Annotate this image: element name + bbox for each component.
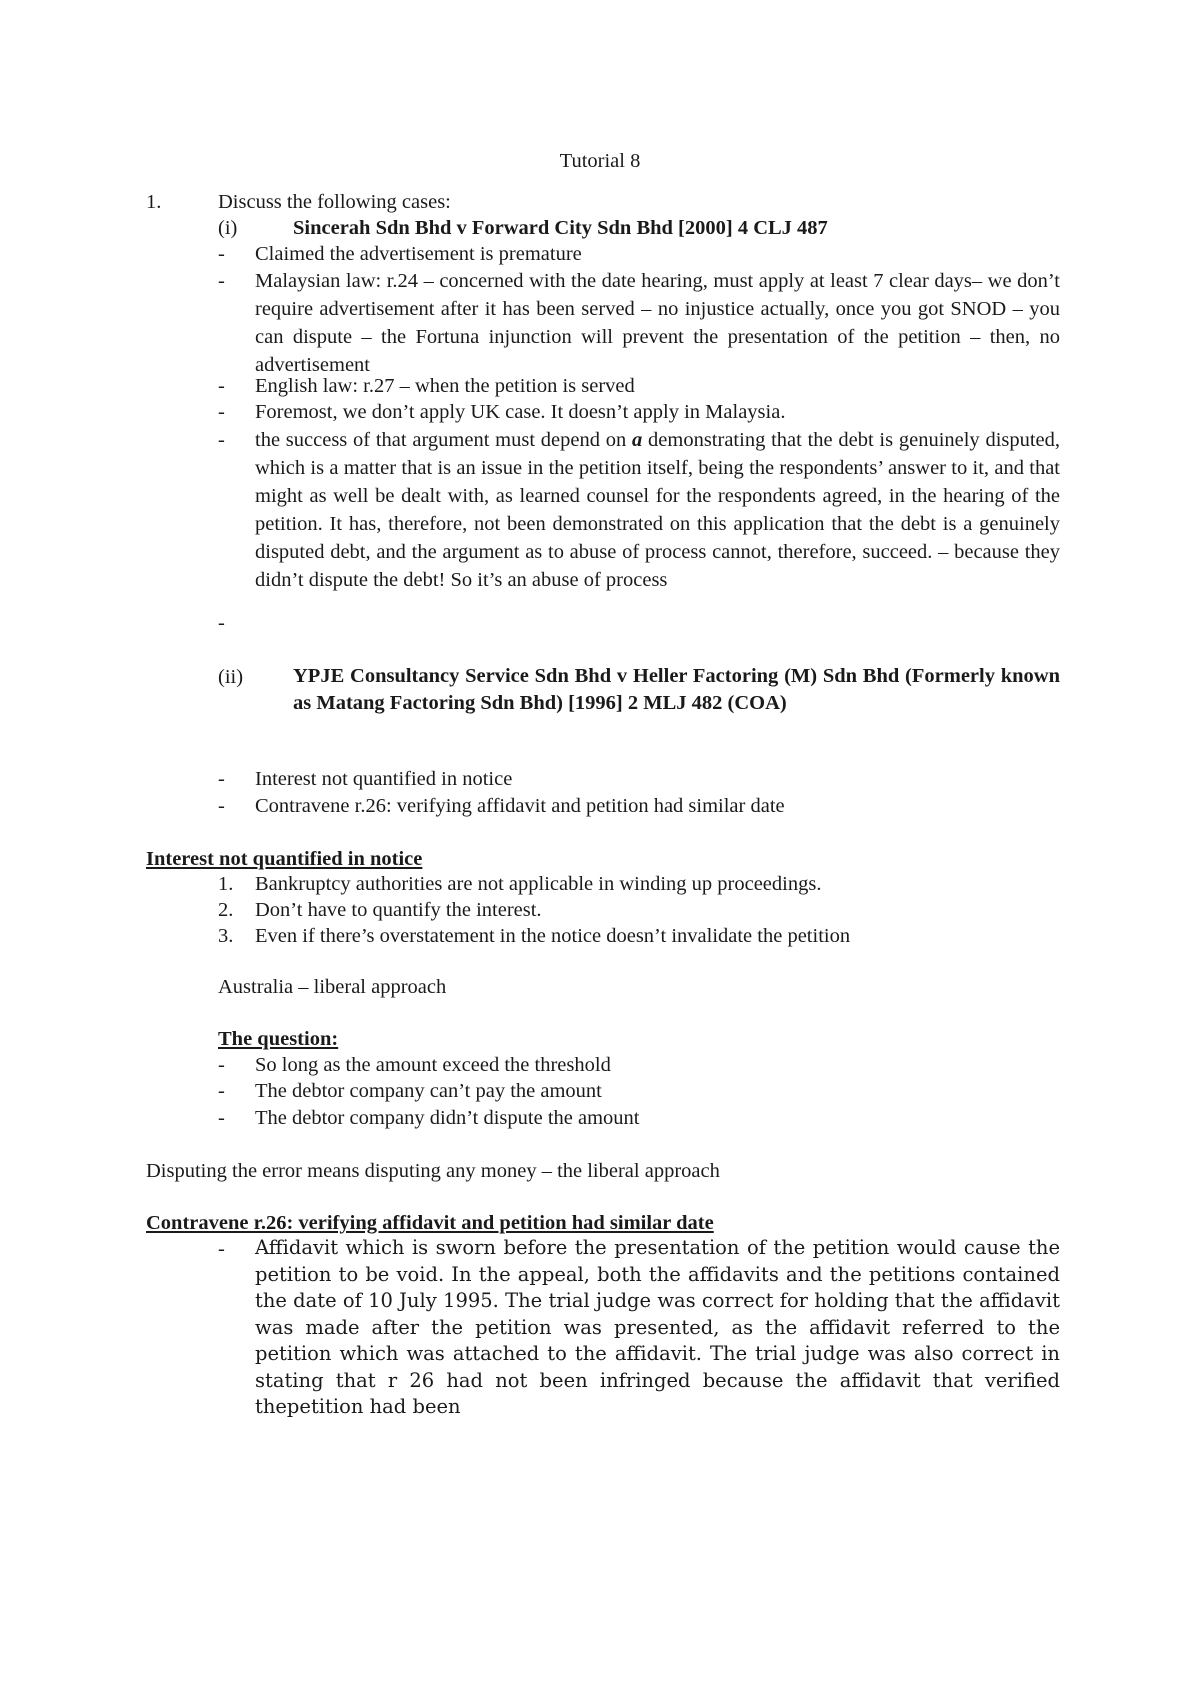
bullet-dash: - — [218, 1080, 225, 1102]
question-bullet-3: The debtor company didn’t dispute the amount — [255, 1107, 640, 1129]
case-ii-bullet-2: Contravene r.26: verifying affidavit and petition had similar date — [255, 795, 785, 817]
interest-item-1: Bankruptcy authorities are not applicable in winding up proceedings. — [255, 873, 822, 895]
question-number: 1. — [146, 191, 162, 213]
bullet-dash: - — [218, 768, 225, 790]
case-i-bullet-2: Malaysian law: r.24 – concerned with the date hearing, must apply at least 7 clear days– we don’t require advertisement after it has been served – no injustice actually, once you got SNOD – you can dispute – the Fortuna injunction will prevent the presentation of the petition – then, no advertisement — [255, 270, 1060, 376]
list-number: 3. — [218, 925, 234, 947]
case-i-bullet-1: Claimed the advertisement is premature — [255, 243, 582, 265]
bullet-dash: - — [218, 1238, 225, 1260]
conclusion-line: Disputing the error means disputing any money – the liberal approach — [146, 1160, 720, 1182]
contravene-bullet: Affidavit which is sworn before the presentation of the petition would cause the petition to be void. In the appeal, both the affidavits and the petitions contained the date of 10 July 1995. The trial judge was correct for holding that the affidavit was made after the petition was presented, as the affidavit referred to the petition which was attached to the affidavit. The trial judge was also correct in stating that r 26 had not been infringed because the affidavit that verified thepetition had been — [255, 1236, 1060, 1418]
bullet-dash: - — [218, 270, 225, 292]
interest-heading: Interest not quantified in notice — [146, 848, 423, 870]
bullet-dash: - — [218, 1054, 225, 1076]
case-i-bullet-5-rest: demonstrating that the debt is genuinely disputed, which is a matter that is an issue in the petition itself, being the respondents’ answer to it, and that might as well be dealt with, as learned counsel for the respondents agreed, in the hearing of the petition. It has, therefore, not been demonstrated on this application that the debt is a genuinely disputed debt, and the argument as to abuse of process cannot, therefore, succeed. – because they didn’t dispute the debt! So it’s an abuse of process — [255, 429, 1061, 591]
case-i-label: (i) — [218, 217, 238, 239]
case-ii-bullet-1: Interest not quantified in notice — [255, 768, 513, 790]
case-ii-label: (ii) — [218, 666, 244, 688]
australia-line: Australia – liberal approach — [218, 976, 447, 998]
bullet-dash: - — [218, 795, 225, 817]
list-number: 1. — [218, 873, 234, 895]
question-bullet-2: The debtor company can’t pay the amount — [255, 1080, 602, 1102]
case-ii-name: YPJE Consultancy Service Sdn Bhd v Heller Factoring (M) Sdn Bhd (Formerly known as Matang Factoring Sdn Bhd) [1996] 2 MLJ 482 (COA) — [293, 665, 1060, 714]
case-i-bullet-5-start: the success of that argument must depend on — [255, 429, 627, 451]
bullet-dash: - — [218, 401, 225, 423]
page-title: Tutorial 8 — [559, 150, 641, 172]
case-i-bullet-5 — [255, 426, 1060, 594]
question-prompt: Discuss the following cases: — [218, 191, 451, 213]
bullet-dash: - — [218, 1107, 225, 1129]
bullet-dash: - — [218, 243, 225, 265]
list-number: 2. — [218, 899, 234, 921]
question-heading: The question: — [218, 1028, 339, 1050]
case-i-name: Sincerah Sdn Bhd v Forward City Sdn Bhd [2000] 4 CLJ 487 — [293, 217, 828, 239]
interest-item-3: Even if there’s overstatement in the notice doesn’t invalidate the petition — [255, 925, 851, 947]
contravene-heading: Contravene r.26: verifying affidavit and petition had similar date — [146, 1212, 714, 1234]
interest-item-2: Don’t have to quantify the interest. — [255, 899, 542, 921]
case-i-bullet-3: English law: r.27 – when the petition is served — [255, 375, 635, 397]
bullet-dash: - — [218, 429, 225, 451]
emphasis-letter: a — [632, 429, 643, 451]
bullet-dash: - — [218, 375, 225, 397]
case-i-bullet-4: Foremost, we don’t apply UK case. It doesn’t apply in Malaysia. — [255, 401, 786, 423]
question-bullet-1: So long as the amount exceed the threshold — [255, 1054, 611, 1076]
bullet-dash: - — [218, 612, 225, 634]
